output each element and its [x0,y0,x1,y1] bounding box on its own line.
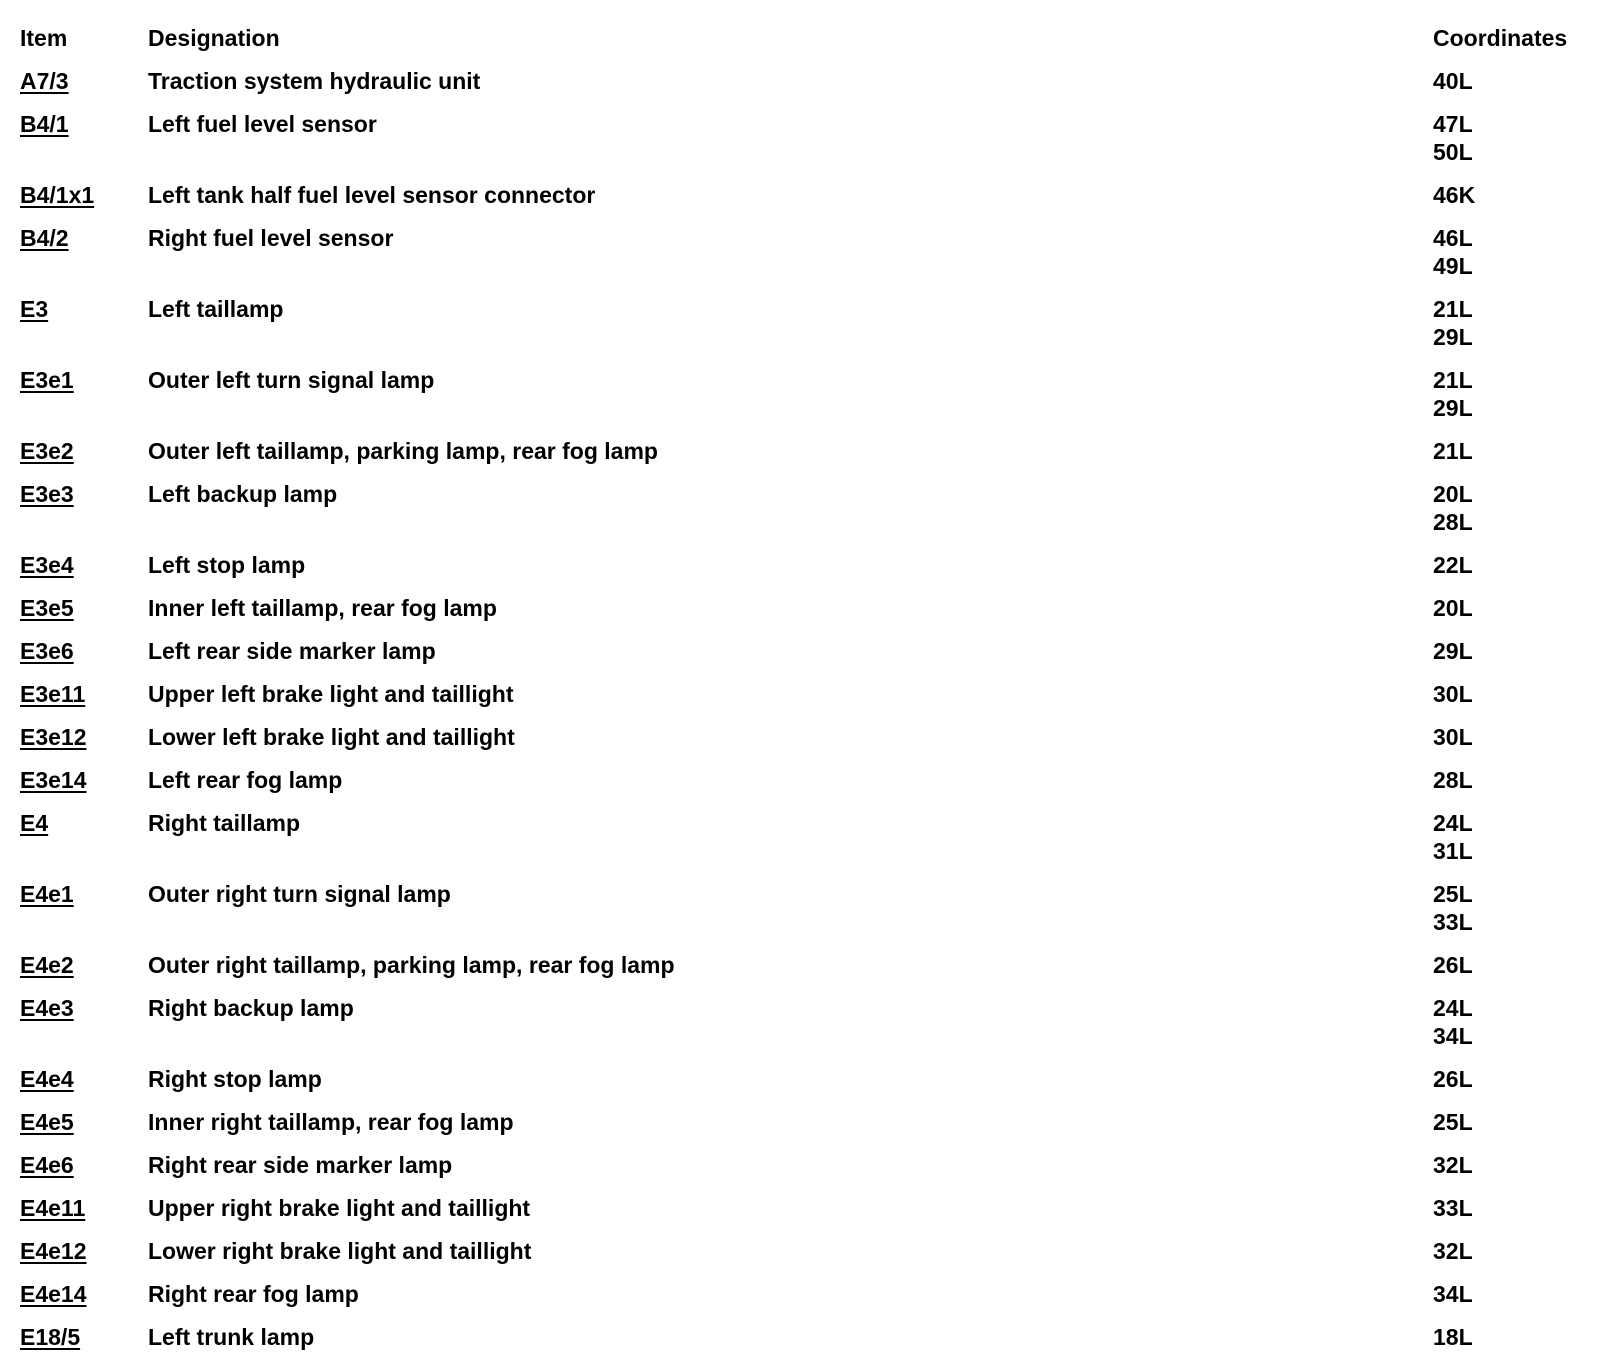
designation-text: Left trunk lamp [148,1324,315,1350]
item-link[interactable]: E4e11 [20,1195,86,1221]
designation-text: Right rear fog lamp [148,1281,359,1307]
coordinates-cell [1433,880,1473,936]
coordinate-value: 21L [1433,367,1473,393]
designation-text: Lower right brake light and taillight [148,1238,532,1264]
coordinates-cell [1433,1108,1473,1136]
item-link[interactable]: E4e14 [20,1281,87,1307]
item-link[interactable]: E3e12 [20,724,87,750]
coordinate-value: 33L [1433,909,1473,935]
coordinates-cell [1433,295,1473,351]
item-link[interactable]: E3e5 [20,595,74,621]
coordinate-value: 28L [1433,767,1473,793]
item-link[interactable]: E3e1 [20,367,74,393]
coordinate-value: 50L [1433,139,1473,165]
item-link[interactable]: E3e4 [20,552,74,578]
coordinate-value: 21L [1433,438,1473,464]
designation-text: Left taillamp [148,296,284,322]
coordinate-value: 29L [1433,395,1473,421]
designation-text: Left backup lamp [148,481,338,507]
designation-text: Upper right brake light and taillight [148,1195,531,1221]
item-link[interactable]: E18/5 [20,1324,81,1350]
designation-text: Left fuel level sensor [148,111,377,137]
designation-text: Traction system hydraulic unit [148,68,481,94]
coordinates-cell [1433,723,1473,751]
coordinate-value: 29L [1433,638,1473,664]
coordinate-value: 32L [1433,1238,1473,1264]
coordinate-value: 30L [1433,724,1473,750]
designation-text: Upper left brake light and taillight [148,681,514,707]
item-link[interactable]: E4e6 [20,1152,74,1178]
item-link[interactable]: E4e12 [20,1238,87,1264]
coordinates-cell [1433,994,1473,1050]
designation-text: Right rear side marker lamp [148,1152,453,1178]
item-link[interactable]: E4e2 [20,952,74,978]
coordinate-value: 25L [1433,1109,1473,1135]
designation-text: Right taillamp [148,810,301,836]
coordinates-cell [1433,181,1475,209]
header-item: Item [20,25,68,51]
coordinates-cell [1433,224,1473,280]
coordinate-value: 33L [1433,1195,1473,1221]
item-link[interactable]: A7/3 [20,68,69,94]
item-link[interactable]: B4/2 [20,225,69,251]
designation-text: Inner right taillamp, rear fog lamp [148,1109,514,1135]
coordinates-cell [1433,1280,1473,1308]
designation-text: Left tank half fuel level sensor connector [148,182,596,208]
coordinates-cell [1433,480,1473,536]
designation-text: Right backup lamp [148,995,354,1021]
coordinate-value: 49L [1433,253,1473,279]
coordinate-value: 28L [1433,509,1473,535]
coordinate-value: 25L [1433,881,1473,907]
item-link[interactable]: E4 [20,810,49,836]
item-link[interactable]: B4/1 [20,111,69,137]
coordinates-cell [1433,437,1473,465]
coordinate-value: 24L [1433,810,1473,836]
coordinates-cell [1433,551,1473,579]
item-link[interactable]: E3e3 [20,481,74,507]
coordinates-cell [1433,1237,1473,1265]
coordinate-value: 22L [1433,552,1473,578]
item-link[interactable]: E4e5 [20,1109,74,1135]
coordinates-cell [1433,1323,1473,1351]
coordinates-cell [1433,1151,1473,1179]
coordinates-cell [1433,366,1473,422]
coordinate-value: 26L [1433,952,1473,978]
header-designation: Designation [148,25,280,51]
coordinate-value: 31L [1433,838,1473,864]
designation-text: Lower left brake light and taillight [148,724,515,750]
designation-text: Outer left taillamp, parking lamp, rear fog lamp [148,438,658,464]
coordinate-value: 29L [1433,324,1473,350]
coordinate-value: 32L [1433,1152,1473,1178]
item-link[interactable]: E3e2 [20,438,74,464]
item-link[interactable]: E3 [20,296,49,322]
coordinate-value: 26L [1433,1066,1473,1092]
item-link[interactable]: E4e4 [20,1066,74,1092]
coordinate-value: 40L [1433,68,1473,94]
coordinate-value: 18L [1433,1324,1473,1350]
coordinates-cell [1433,1194,1473,1222]
item-link[interactable]: B4/1x1 [20,182,95,208]
coordinate-value: 46L [1433,225,1473,251]
designation-text: Outer right turn signal lamp [148,881,451,907]
coordinates-cell [1433,766,1473,794]
coordinates-cell [1433,67,1473,95]
coordinate-value: 21L [1433,296,1473,322]
item-link[interactable]: E4e1 [20,881,74,907]
designation-text: Right stop lamp [148,1066,322,1092]
item-link[interactable]: E3e11 [20,681,86,707]
designation-text: Outer right taillamp, parking lamp, rear fog lamp [148,952,675,978]
coordinates-cell [1433,680,1473,708]
designation-text: Left rear fog lamp [148,767,343,793]
coordinates-cell [1433,1065,1473,1093]
coordinate-value: 24L [1433,995,1473,1021]
designation-text: Right fuel level sensor [148,225,394,251]
item-link[interactable]: E3e14 [20,767,87,793]
item-link[interactable]: E3e6 [20,638,74,664]
coordinate-value: 20L [1433,595,1473,621]
coordinate-value: 34L [1433,1281,1473,1307]
coordinates-cell [1433,637,1473,665]
designation-text: Left stop lamp [148,552,306,578]
coordinate-value: 46K [1433,182,1476,208]
coordinate-value: 47L [1433,111,1473,137]
coordinates-cell [1433,809,1473,865]
item-link[interactable]: E4e3 [20,995,74,1021]
coordinates-cell [1433,110,1473,166]
designation-text: Outer left turn signal lamp [148,367,435,393]
coordinates-cell [1433,594,1473,622]
designation-text: Inner left taillamp, rear fog lamp [148,595,497,621]
designation-text: Left rear side marker lamp [148,638,436,664]
coordinate-value: 30L [1433,681,1473,707]
coordinate-value: 34L [1433,1023,1473,1049]
coordinates-cell [1433,951,1473,979]
header-coordinates: Coordinates [1433,25,1568,51]
coordinate-value: 20L [1433,481,1473,507]
